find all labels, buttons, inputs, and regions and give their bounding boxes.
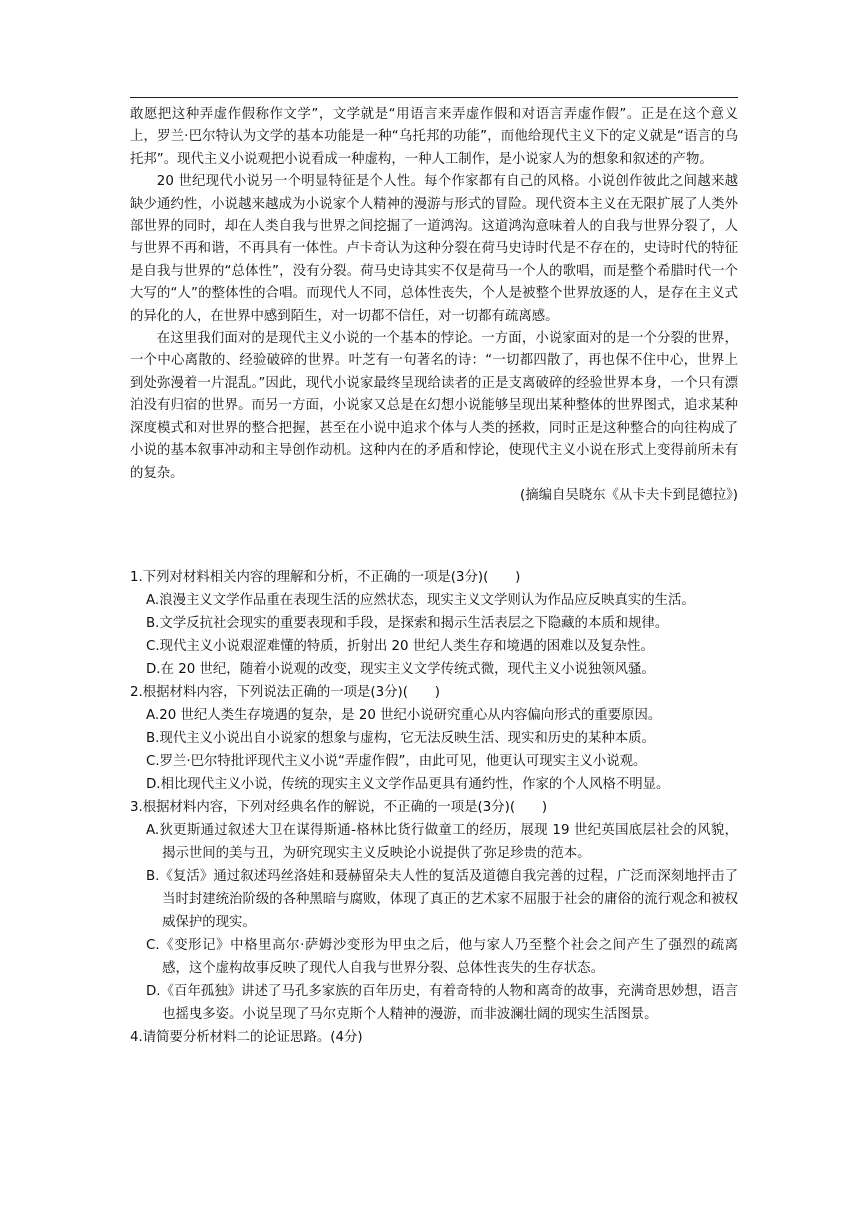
reading-passage bbox=[130, 104, 738, 507]
option-b bbox=[146, 612, 738, 635]
passage-paragraph: 20 世纪现代小说另一个明显特征是个人性。每个作家都有自己的风格。小说创作彼此之间越来越缺少通约性，小说越来越成为小说家个人精神的漫游与形式的冒险。现代资本主义在无限扩展了人类外部世界的同时，却在人类自我与世界之间挖掘了一道鸿沟。这道鸿沟意味着人的自我与世界分裂了，人与世界不再和谐，不再具有一体性。卢卡奇认为这种分裂在荷马史诗时代是不存在的，史诗时代的特征是自我与世界的“总体性”，没有分裂。荷马史诗其实不仅是荷马一个人的歌唱，而是整个希腊时代一个大写的“人”的整体性的合唱。而现代人不同，总体性丧失，个人是被整个世界放逐的人，是存在主义式的异化的人，在世界中感到陌生，对一切都不信任，对一切都有疏离感。 bbox=[130, 174, 738, 324]
option-letter: B. bbox=[146, 616, 160, 631]
option-letter: C. bbox=[146, 639, 160, 654]
option-text: 浪漫主义文学作品重在表现生活的应然状态，现实主义文学则认为作品应反映真实的生活。 bbox=[159, 593, 695, 608]
option-text: 罗兰·巴尔特批评现代主义小说“弄虚作假”，由此可见，他更认可现实主义小说观。 bbox=[159, 754, 647, 769]
question-stem: 2.根据材料内容，下列说法正确的一项是(3分)( ) bbox=[130, 685, 441, 700]
option-letter: A. bbox=[146, 708, 160, 723]
option-text: 现代主义小说艰涩难懂的特质，折射出 20 世纪人类生存和境遇的困难以及复杂性。 bbox=[159, 639, 654, 654]
option-list bbox=[130, 704, 738, 796]
question-3 bbox=[130, 796, 738, 1026]
option-text: 相比现代主义小说，传统的现实主义文学作品更具有通约性，作家的个人风格不明显。 bbox=[160, 777, 670, 792]
option-text: 在 20 世纪，随着小说观的改变，现实主义文学传统式微，现代主义小说独领风骚。 bbox=[160, 662, 655, 677]
option-letter: B. bbox=[146, 731, 160, 746]
option-text: 现代主义小说出自小说家的想象与虚构，它无法反映生活、现实和历史的某种本质。 bbox=[159, 731, 655, 746]
option-d bbox=[146, 773, 738, 796]
option-text: 《变形记》中格里高尔·萨姆沙变形为甲虫之后，他与家人乃至整个社会之间产生了强烈的疏离感，这个虚构故事反映了现代人自我与世界分裂、总体性丧失的生存状态。 bbox=[159, 938, 738, 976]
option-text: 《复活》通过叙述玛丝洛娃和聂赫留朵夫人性的复活及道德自我完善的过程，广泛而深刻地抨击了当时封建统治阶级的各种黑暗与腐败，体现了真正的艺术家不屈服于社会的庸俗的流行观念和被权威保护的现实。 bbox=[159, 869, 738, 930]
option-letter: D. bbox=[146, 777, 161, 792]
question-2 bbox=[130, 681, 738, 796]
question-stem: 3.根据材料内容，下列对经典名作的解说，不正确的一项是(3分)( ) bbox=[130, 800, 548, 815]
option-list bbox=[130, 819, 738, 1026]
option-a bbox=[146, 704, 738, 727]
option-text: 《百年孤独》讲述了马孔多家族的百年历史，有着奇特的人物和离奇的故事，充满奇思妙想，语言也摇曳多姿。小说呈现了马尔克斯个人精神的漫游，而非波澜壮阔的现实生活图景。 bbox=[160, 984, 738, 1022]
option-text: 20 世纪人类生存境遇的复杂，是 20 世纪小说研究重心从内容偏向形式的重要原因。 bbox=[159, 708, 662, 723]
option-letter: B. bbox=[146, 869, 160, 884]
option-c bbox=[146, 934, 738, 980]
passage-paragraph: 敢愿把这种弄虚作假称作文学”，文学就是“用语言来弄虚作假和对语言弄虚作假”。正是在这个意义上，罗兰·巴尔特认为文学的基本功能是一种“乌托邦的功能”，而他给现代主义下的定义就是“语言的乌托邦”。现代主义小说观把小说看成一种虚构，一种人工制作，是小说家人为的想象和叙述的产物。 bbox=[130, 107, 738, 167]
question-4 bbox=[130, 1026, 738, 1049]
question-1 bbox=[130, 566, 738, 681]
option-text: 文学反抗社会现实的重要表现和手段，是探索和揭示生活表层之下隐藏的本质和规律。 bbox=[159, 616, 669, 631]
option-c bbox=[146, 635, 738, 658]
option-letter: A. bbox=[146, 823, 160, 838]
option-b bbox=[146, 727, 738, 750]
passage-paragraph: 在这里我们面对的是现代主义小说的一个基本的悖论。一方面，小说家面对的是一个分裂的世界，一个中心离散的、经验破碎的世界。叶芝有一句著名的诗：“一切都四散了，再也保不住中心，世界上到处弥漫着一片混乱。”因此，现代小说家最终呈现给读者的正是支离破碎的经验世界本身，一个只有漂泊没有归宿的世界。而另一方面，小说家又总是在幻想小说能够呈现出某种整体的世界图式，追求某种深度模式和对世界的整合把握，甚至在小说中追求个体与人类的拯救，同时正是这种整合的向往构成了小说的基本叙事冲动和主导创作动机。这种内在的矛盾和悖论，使现代主义小说在形式上变得前所未有的复杂。 bbox=[130, 331, 738, 481]
option-letter: D. bbox=[146, 662, 161, 677]
option-a bbox=[146, 589, 738, 612]
passage-source: (摘编自吴晓东《从卡夫卡到昆德拉》) bbox=[520, 487, 738, 503]
option-list bbox=[130, 589, 738, 681]
option-b bbox=[146, 865, 738, 934]
option-c bbox=[146, 750, 738, 773]
question-stem: 4.请简要分析材料二的论证思路。(4分) bbox=[130, 1030, 363, 1045]
question-list bbox=[130, 566, 738, 1049]
option-a bbox=[146, 819, 738, 865]
header-rule bbox=[130, 97, 738, 98]
option-letter: D. bbox=[146, 984, 161, 999]
option-d bbox=[146, 980, 738, 1026]
option-letter: C. bbox=[146, 754, 160, 769]
option-letter: A. bbox=[146, 593, 160, 608]
option-text: 狄更斯通过叙述大卫在谋得斯通-格林比货行做童工的经历，展现 19 世纪英国底层社会的风貌，揭示世间的美与丑，为研究现实主义反映论小说提供了弥足珍贵的范本。 bbox=[159, 823, 738, 861]
question-stem: 1.下列对材料相关内容的理解和分析，不正确的一项是(3分)( ) bbox=[130, 570, 521, 585]
option-letter: C. bbox=[146, 938, 160, 953]
option-d bbox=[146, 658, 738, 681]
